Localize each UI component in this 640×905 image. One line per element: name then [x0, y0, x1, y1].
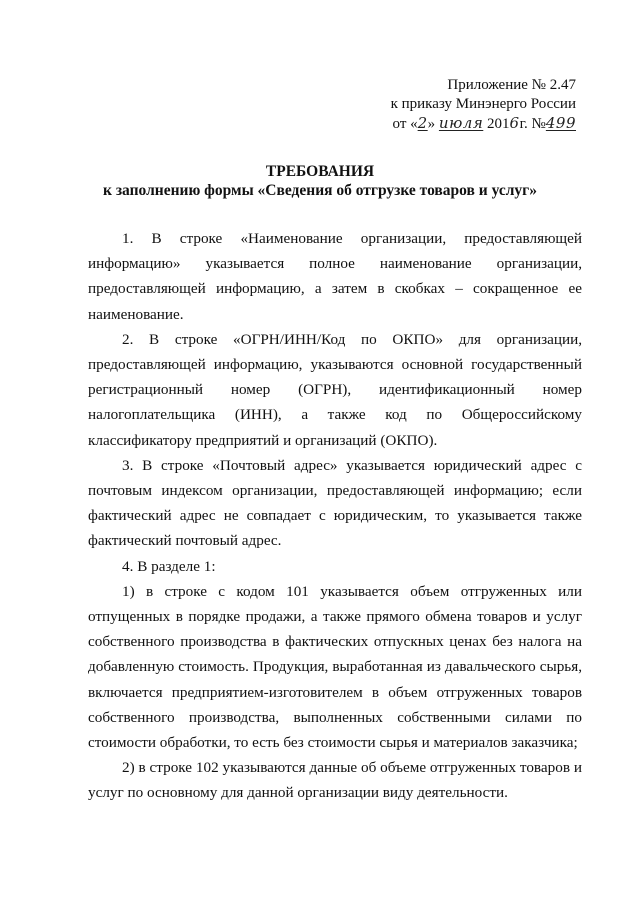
date-prefix: от « [392, 116, 418, 132]
title-main: ТРЕБОВАНИЯ [265, 163, 375, 180]
appendix-order-ref: к приказу Минэнерго России [390, 96, 576, 112]
title-subtitle: к заполнению формы «Сведения об отгрузке товаров и услуг» [103, 182, 537, 199]
appendix-date-line [391, 114, 576, 134]
date-mid: » [427, 116, 436, 132]
paragraph-3: 3. В строке «Почтовый адрес» указывается юридический адрес с почтовым индексом организации, предоставляющей информацию; если фактический адрес не совпадает с юридическим, то указывается также фактический почтовый адрес. [88, 456, 582, 550]
document-body [88, 226, 582, 806]
year-prefix: 201 [487, 116, 510, 132]
appendix-title: Приложение № 2.47 [447, 77, 576, 93]
appendix-block [391, 76, 576, 134]
paragraph-2: 2. В строке «ОГРН/ИНН/Код по ОКПО» для организации, предоставляющей информацию, указываются основной государственный регистрационный номер (ОГРН), идентификационный номер налогоплательщика (ИНН), а также код по Общероссийскому классификатору предприятий и организаций (ОКПО). [88, 330, 582, 449]
paragraph-4-1: 1) в строке с кодом 101 указывается объем отгруженных или отпущенных в порядке продажи, а также прямого обмена товаров и услуг собственного производства в фактических отпускных ценах без налога на добавленную стоимость. Продукция, выработанная из давальческого сырья, включается предприятием-изготовителем в объем отгруженных товаров собственного производства, выполненных собственными силами по стоимости обработки, то есть без стоимости сырья и материалов заказчика; [88, 582, 582, 752]
handwritten-day: 2 [417, 114, 428, 132]
document-title [0, 162, 640, 200]
handwritten-month: июля [438, 114, 484, 132]
date-suffix: г. № [519, 116, 546, 132]
handwritten-order-number: 499 [545, 114, 576, 132]
paragraph-4-2: 2) в строке 102 указываются данные об объеме отгруженных товаров и услуг по основному для данной организации виду деятельности. [88, 759, 582, 802]
paragraph-4: 4. В разделе 1: [122, 557, 216, 575]
handwritten-year-digit: 6 [509, 114, 520, 132]
paragraph-1: 1. В строке «Наименование организации, предоставляющей информацию» указывается полное наименование организации, предоставляющей информацию, а затем в скобках – сокращенное ее наименование. [88, 230, 582, 323]
